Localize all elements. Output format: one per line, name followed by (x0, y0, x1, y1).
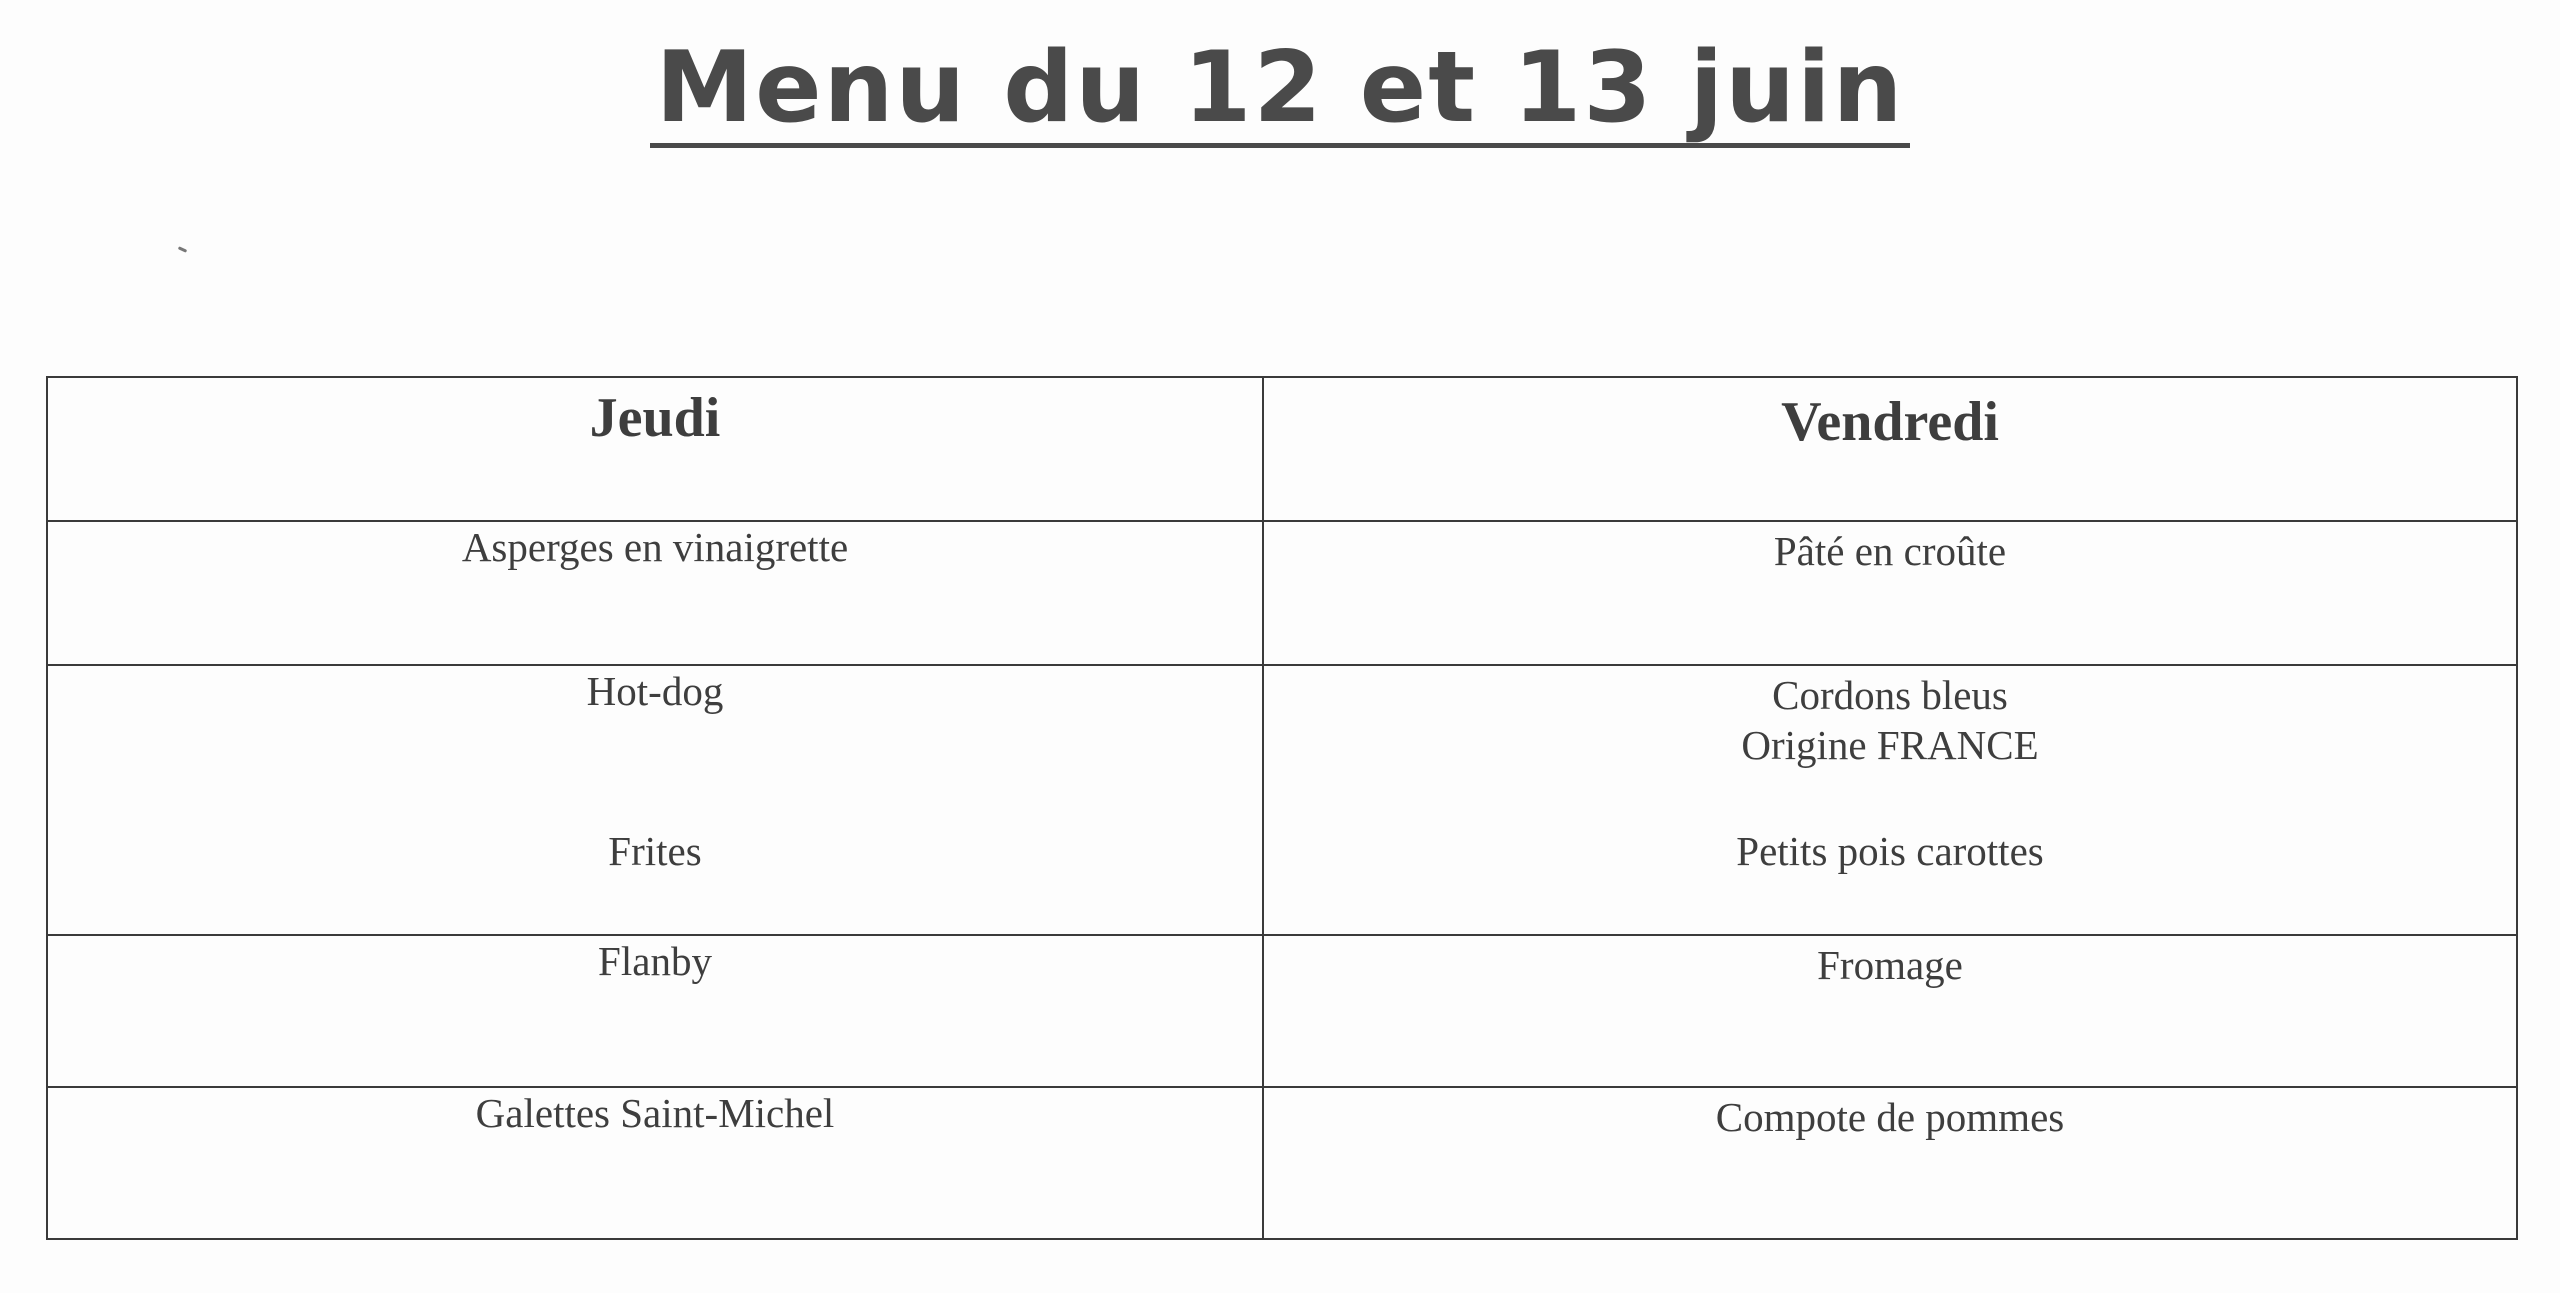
cell-dessert-thursday (47, 1087, 1263, 1239)
starter-thursday: Asperges en vinaigrette (461, 524, 849, 570)
main-friday-dish: Cordons bleus (1772, 672, 2008, 718)
cell-starter-friday (1263, 521, 2517, 665)
table-row-main (47, 665, 2517, 935)
cell-main-friday (1263, 665, 2517, 935)
scan-speck (178, 246, 187, 253)
page-title (0, 28, 2560, 148)
table-row-dessert (47, 1087, 2517, 1239)
cell-starter-thursday (47, 521, 1263, 665)
header-thursday (47, 377, 1263, 521)
cell-dairy-thursday (47, 935, 1263, 1087)
dessert-friday: Compote de pommes (1715, 1094, 2065, 1140)
main-friday-origin: Origine FRANCE (1741, 722, 2039, 768)
menu-table (46, 376, 2518, 1240)
header-thursday-label: Jeudi (589, 387, 721, 449)
cell-dairy-friday (1263, 935, 2517, 1087)
header-friday-label: Vendredi (1781, 391, 1999, 453)
table-row-starter (47, 521, 2517, 665)
table-header-row (47, 377, 2517, 521)
dairy-thursday: Flanby (598, 938, 712, 984)
header-friday (1263, 377, 2517, 521)
page-title-text: Menu du 12 et 13 juin (650, 33, 1911, 148)
main-thursday-dish: Hot-dog (586, 668, 724, 714)
dairy-friday: Fromage (1817, 942, 1963, 988)
starter-friday: Pâté en croûte (1773, 528, 2007, 574)
dessert-thursday: Galettes Saint-Michel (475, 1090, 835, 1136)
main-thursday-side: Frites (608, 828, 702, 874)
cell-main-thursday (47, 665, 1263, 935)
main-friday-side: Petits pois carottes (1736, 828, 2044, 874)
cell-dessert-friday (1263, 1087, 2517, 1239)
table-row-dairy (47, 935, 2517, 1087)
